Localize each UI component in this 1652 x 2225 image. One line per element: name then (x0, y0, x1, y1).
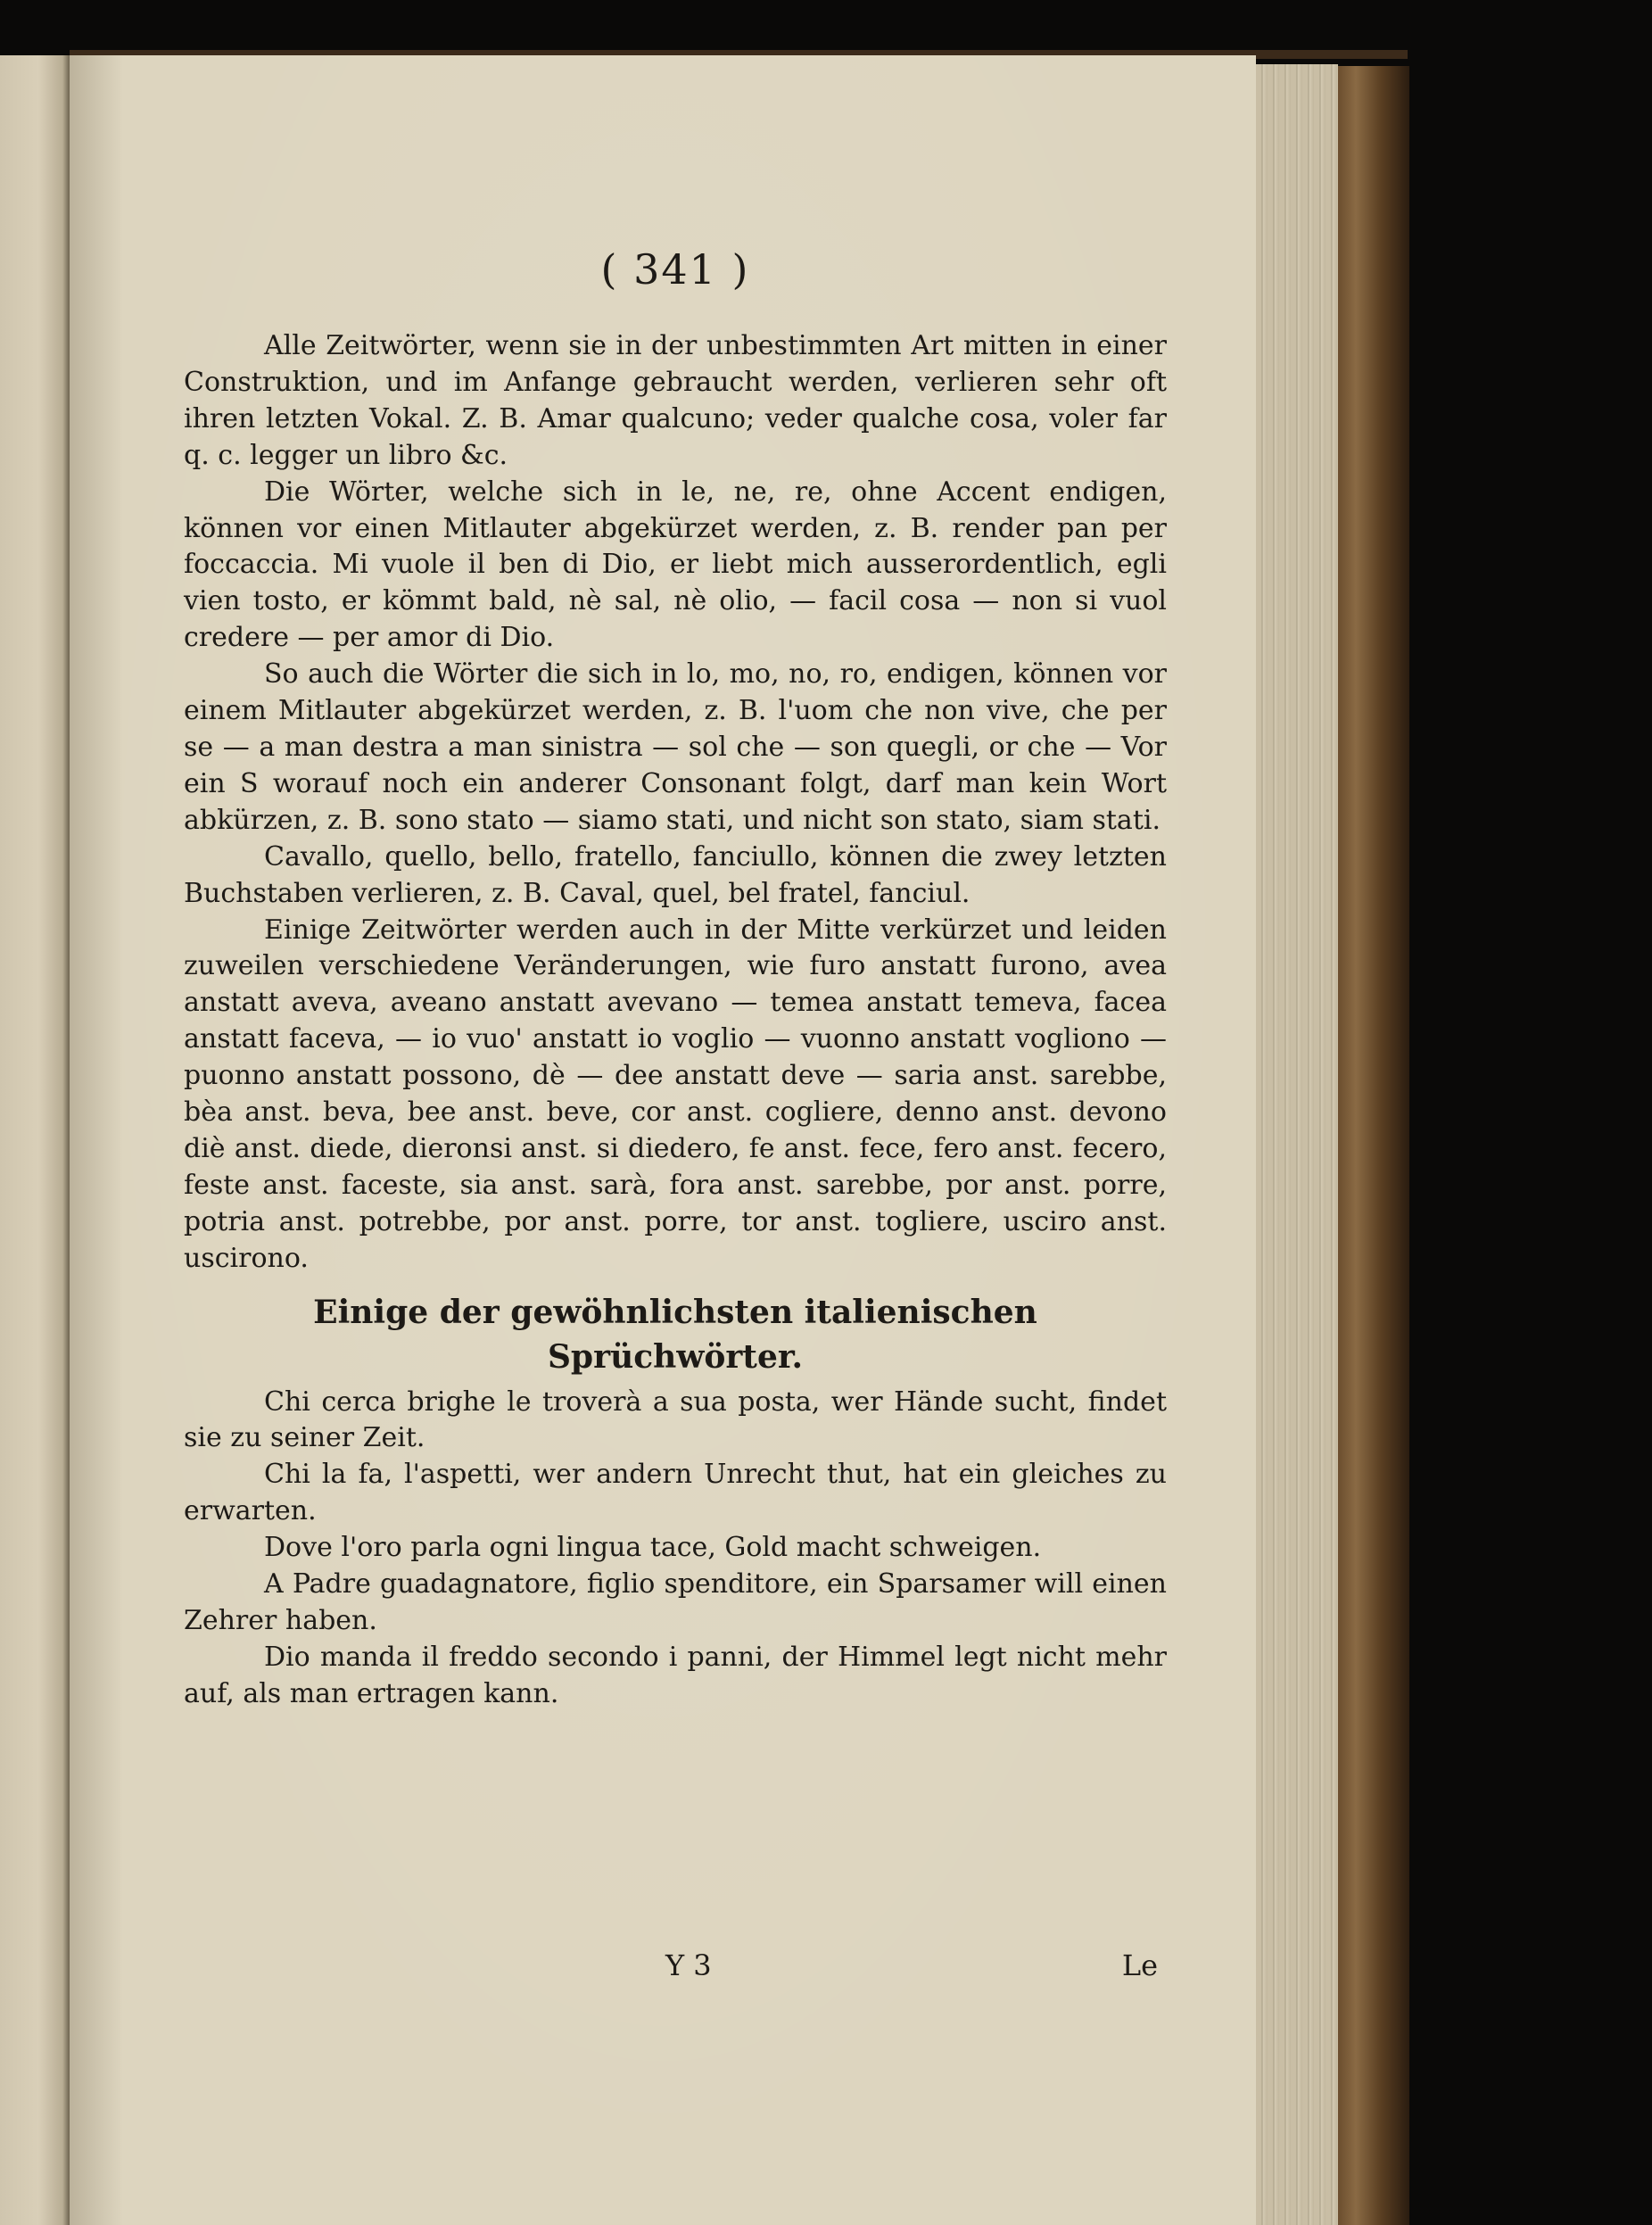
proverb: Dio manda il freddo secondo i panni, der Himmel legt nicht mehr auf, als man ertragen kann. (184, 1641, 1167, 1709)
page-footer (184, 1947, 1167, 1984)
section-heading: Einige der gewöhnlichsten italienischen Sprüchwörter. (313, 1293, 1037, 1376)
paragraph: Die Wörter, welche sich in le, ne, re, ohne Accent endigen, können vor einen Mitlauter abgekürzet werden, z. B. render pan per foccaccia. Mi vuole il ben di Dio, er liebt mich ausserordentlich, egli vien tosto, er kömmt bald, nè sal, nè olio, — facil cosa — non si vuol credere — per amor di Dio. (184, 476, 1167, 654)
paragraph: Einige Zeitwörter werden auch in der Mitte verkürzet und leiden zuweilen verschiedene Veränderungen, wie furo anstatt furono, avea anstatt aveva, aveano anstatt avevano — temea anstatt temeva, facea anstatt faceva, — io vuo' anstatt io voglio — vuonno anstatt vogliono — puonno anstatt possono, dè — dee anstatt deve — saria anst. sarebbe, bèa anst. beva, bee anst. beve, cor anst. cogliere, denno anst. devono diè anst. diede, dieronsi anst. si diedero, fe anst. fece, fero anst. fecero, feste anst. faceste, sia anst. sarà, fora anst. sarebbe, por anst. porre, potria anst. potrebbe, por anst. porre, tor anst. togliere, usciro anst. uscirono. (184, 914, 1167, 1274)
paragraph: So auch die Wörter die sich in lo, mo, no, ro, endigen, können vor einem Mitlauter abgekürzet werden, z. B. l'uom che non vive, che per se — a man destra a man sinistra — sol che — son quegli, or che — Vor ein S worauf noch ein anderer Consonant folgt, darf man kein Wort abkürzen, z. B. sono stato — siamo stati, und nicht son stato, siam stati. (184, 658, 1167, 836)
paragraph: Cavallo, quello, bello, fratello, fanciullo, können die zwey letzten Buchstaben verlieren, z. B. Caval, quel, bel fratel, fanciul. (184, 840, 1167, 909)
signature-mark: Y 3 (665, 1948, 712, 1982)
previous-page-edge (0, 55, 70, 2225)
page-body (184, 328, 1167, 1713)
book-cover-edge (1338, 66, 1409, 2225)
page-stack-edges (1256, 64, 1338, 2225)
book-page (70, 55, 1256, 2225)
proverb: Chi cerca brighe le troverà a sua posta, wer Hände sucht, findet sie zu seiner Zeit. (184, 1385, 1167, 1454)
catchword: Le (1121, 1948, 1158, 1982)
page-number-header: ( 341 ) (600, 245, 750, 294)
proverb: Dove l'oro parla ogni lingua tace, Gold macht schweigen. (264, 1532, 1042, 1564)
paragraph: Alle Zeitwörter, wenn sie in der unbestimmten Art mitten in einer Construktion, und im Anfange gebraucht werden, verlieren sehr oft ihren letzten Vokal. Z. B. Amar qualcuno; veder qualche cosa, voler far q. c. legger un libro &c. (184, 330, 1167, 471)
proverb: A Padre guadagnatore, figlio spenditore, ein Sparsamer will einen Zehrer haben. (184, 1568, 1167, 1636)
proverb: Chi la fa, l'aspetti, wer andern Unrecht thut, hat ein gleiches zu erwarten. (184, 1459, 1167, 1527)
